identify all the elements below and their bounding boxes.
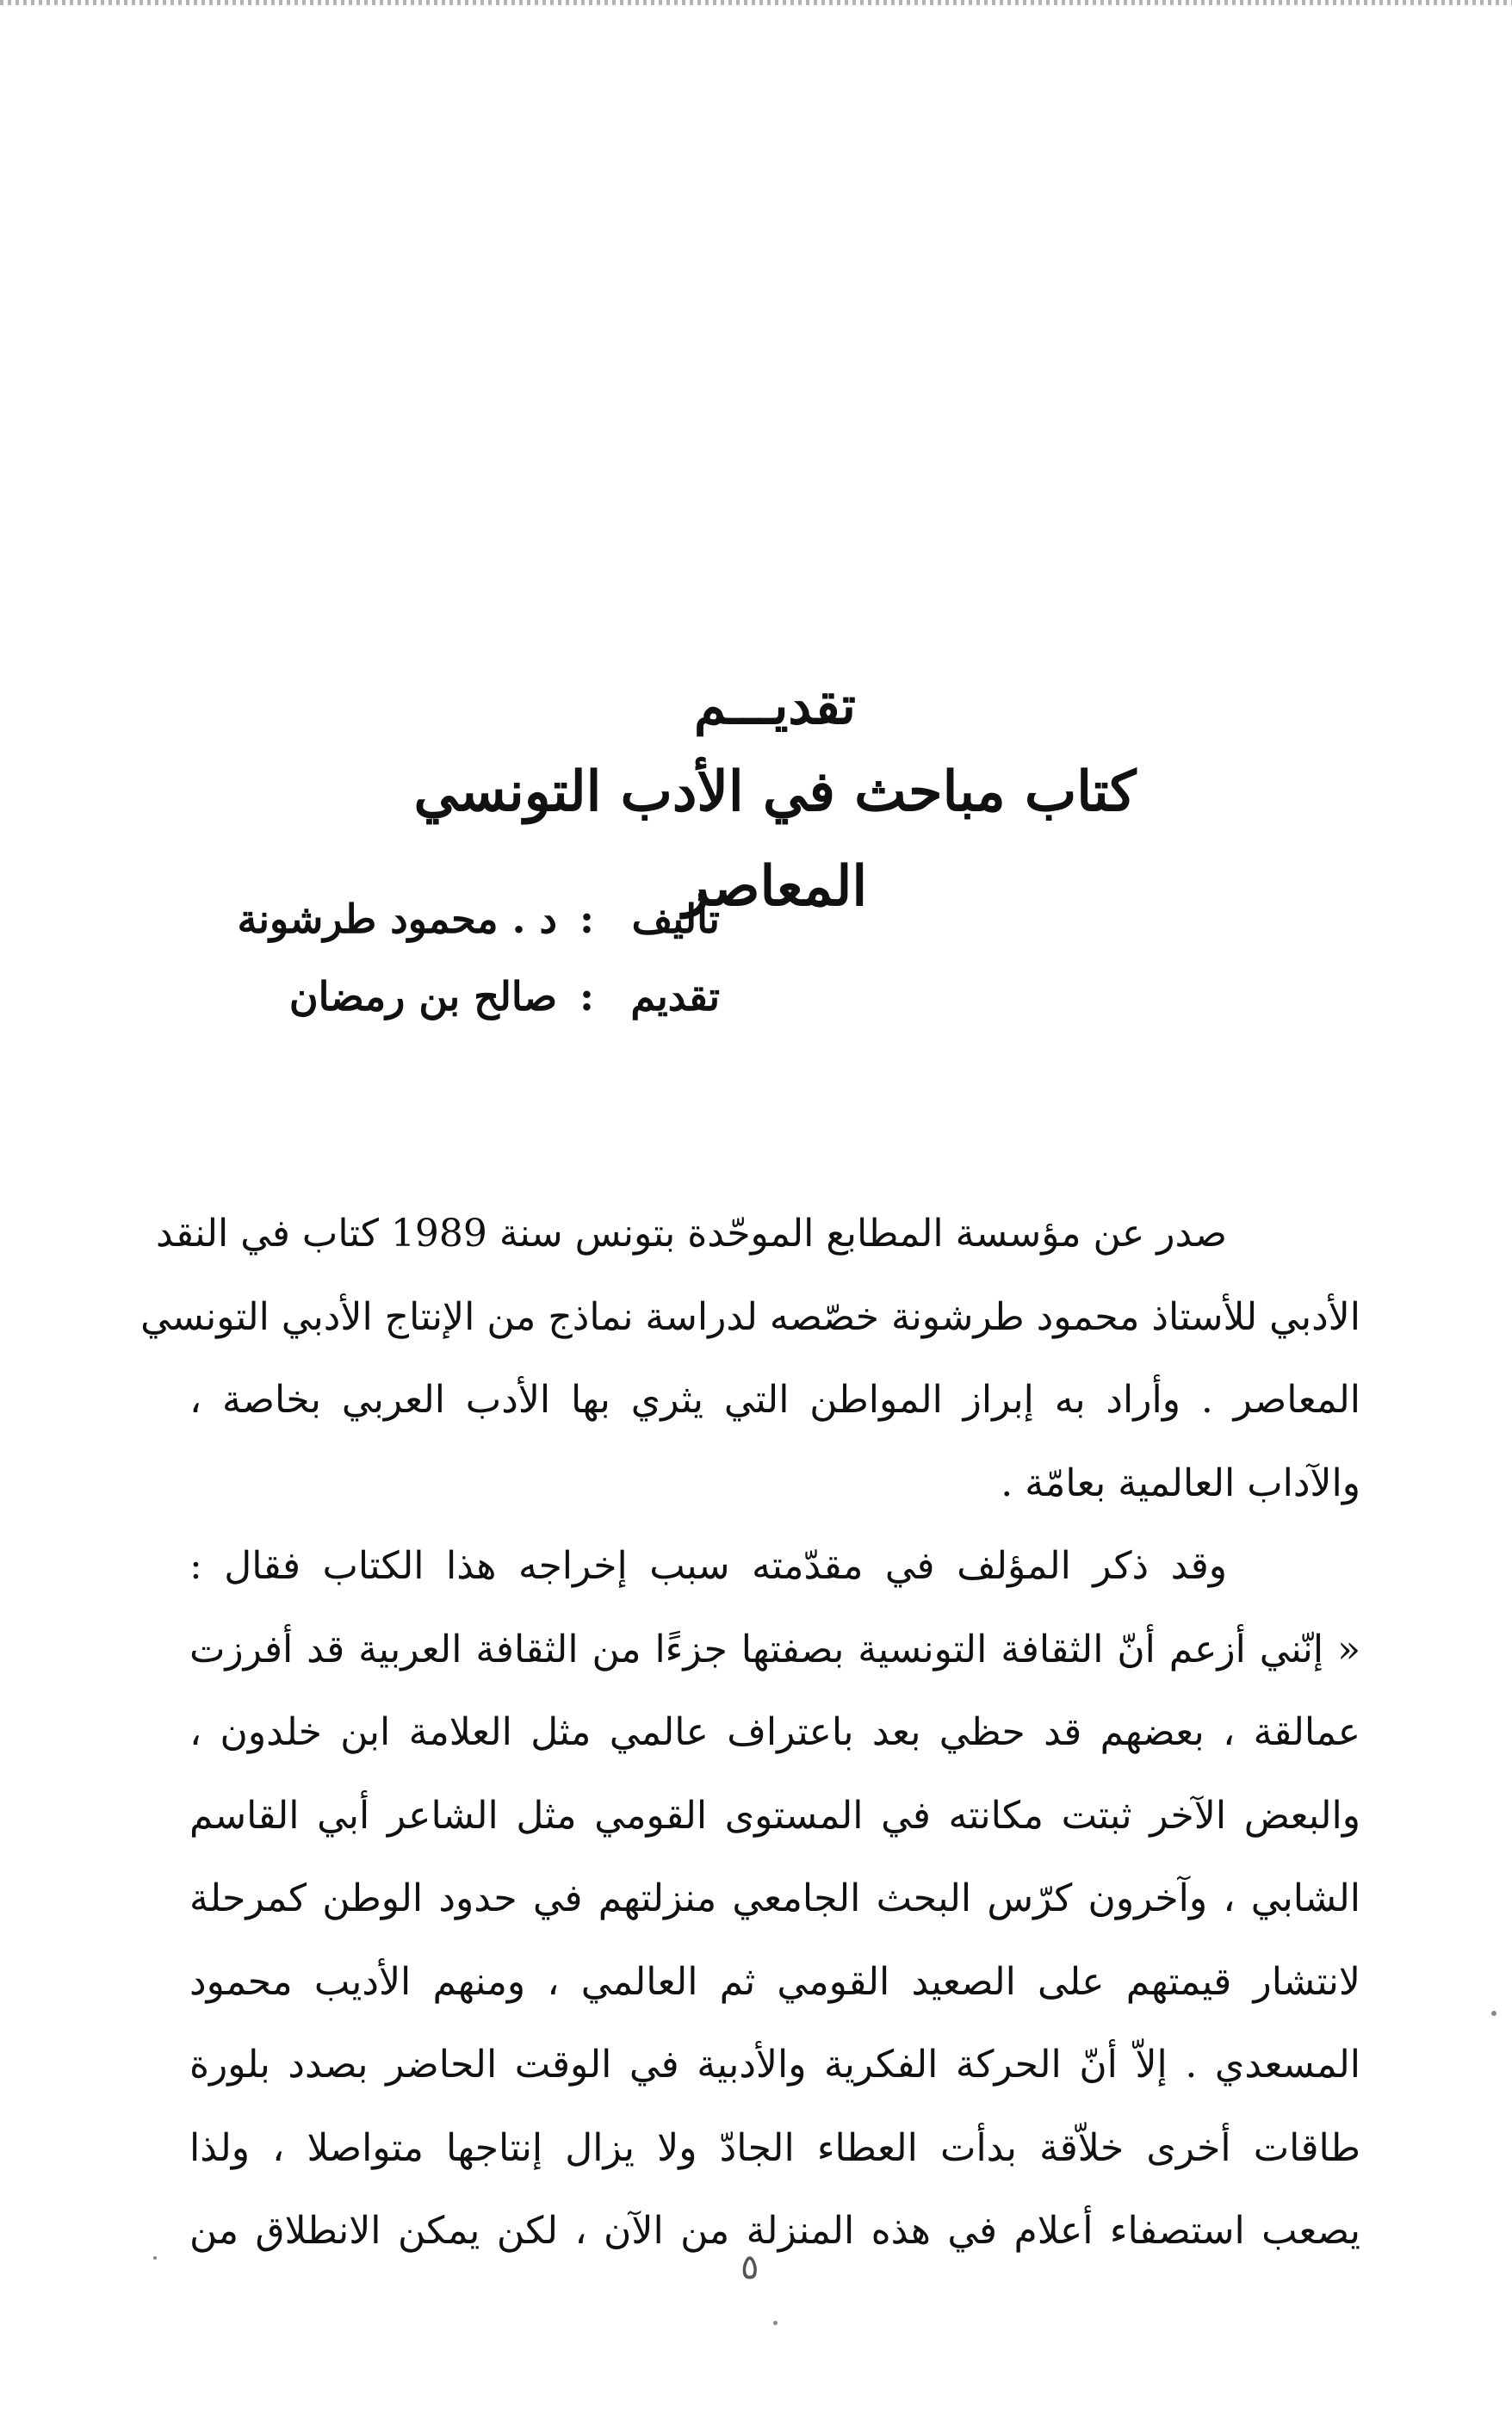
body-line: الأدبي للأستاذ محمود طرشونة خصّصه لدراسة نماذج من الإنتاج الأدبي التونسي: [140, 1294, 1360, 1339]
author-credit: [169, 896, 720, 973]
author-separator: :: [579, 896, 594, 942]
body-line: وقد ذكر المؤلف في مقدّمته سبب إخراجه هذا الكتاب فقال :: [189, 1544, 1227, 1588]
presenter-label: تقديم: [630, 973, 720, 1020]
body-line: لانتشار قيمتهم على الصعيد القومي ثم العالمي ، ومنهم الأديب محمود: [189, 1959, 1360, 2004]
page-number: ٥: [741, 2248, 759, 2287]
body-line: والبعض الآخر ثبتت مكانته في المستوى القومي مثل الشاعر أبي القاسم: [189, 1793, 1360, 1838]
body-text: [140, 1193, 1361, 2273]
body-line: « إنّني أزعم أنّ الثقافة التونسية بصفتها جزءًا من الثقافة العربية قد أفرزت: [189, 1627, 1360, 1671]
author-name: د . محمود طرشونة: [237, 896, 558, 942]
body-line: عمالقة ، بعضهم قد حظي بعد باعتراف عالمي مثل العلامة ابن خلدون ،: [189, 1710, 1360, 1754]
book-title: كتاب مباحث في الأدب التونسي المعاصر: [413, 760, 1137, 919]
presenter-credit: [169, 973, 720, 1051]
body-line: صدر عن مؤسسة المطابع الموحّدة بتونس سنة 1989 كتاب في النقد: [155, 1212, 1227, 1256]
body-line: طاقات أخرى خلاّقة بدأت العطاء الجادّ ولا يزال إنتاجها متواصلا ، ولذا: [189, 2125, 1360, 2170]
section-title: تقديـــم: [694, 676, 856, 736]
author-label: تأليف: [631, 896, 720, 942]
presenter-name: صالح بن رمضان: [288, 973, 558, 1020]
presenter-separator: :: [579, 973, 594, 1020]
body-line: والآداب العالمية بعامّة .: [1001, 1460, 1360, 1505]
body-line: المسعدي . إلاّ أنّ الحركة الفكرية والأدبية في الوقت الحاضر بصدد بلورة: [189, 2043, 1360, 2087]
scan-speck: [1491, 2011, 1497, 2016]
credits-block: [169, 896, 720, 1051]
scan-speck: [153, 2256, 157, 2260]
scan-edge-artifact: [0, 0, 1512, 5]
body-line: الشابي ، وآخرون كرّس البحث الجامعي منزلتهم في حدود الوطن كمرحلة: [189, 1876, 1361, 1920]
body-line: يصعب استصفاء أعلام في هذه المنزلة من الآن ، لكن يمكن الانطلاق من: [189, 2209, 1360, 2253]
body-line: المعاصر . وأراد به إبراز المواطن التي يثري بها الأدب العربي بخاصة ،: [189, 1378, 1360, 1422]
scan-speck: [773, 2321, 778, 2325]
